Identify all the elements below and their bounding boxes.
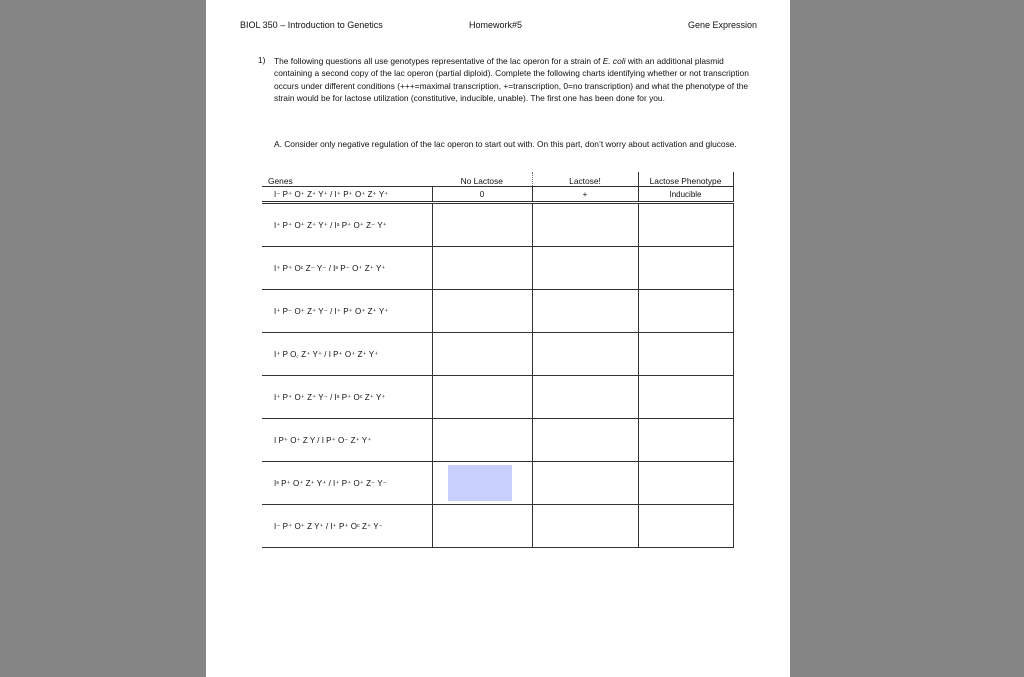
phenotype-cell[interactable] xyxy=(638,290,733,333)
table-header-row xyxy=(262,172,733,187)
question-number: 1) xyxy=(258,55,266,65)
no-lactose-cell[interactable] xyxy=(432,419,532,462)
intro-text-b: with an additional plasmid containing a second copy of the lac operon (partial diploid). Complete the following charts identifying whether or not transcription occurs under different conditions (+++=maximal transcription, +=transcription, 0=no transcription) and what the phenotype of the strain would be for lactose utilization (constitutive, inducible, unable). The first one has been done for you. xyxy=(274,56,749,103)
genotype-cell: I⁺ P O꜀ Z⁺ Y⁺ / I P⁺ O⁺ Z⁺ Y⁺ xyxy=(262,333,432,376)
phenotype-cell[interactable] xyxy=(638,333,733,376)
genotype-cell: I⁺ P⁺ Oᶜ Z⁻ Y⁻ / Iˢ P⁻ O⁺ Z⁺ Y⁺ xyxy=(262,247,432,290)
course-title: BIOL 350 – Introduction to Genetics xyxy=(240,20,383,30)
no-lactose-cell[interactable] xyxy=(432,333,532,376)
topic-title: Gene Expression xyxy=(687,20,757,30)
lactose-cell[interactable] xyxy=(532,505,638,548)
phenotype-cell[interactable] xyxy=(638,419,733,462)
header-no-lactose: No Lactose xyxy=(432,172,532,187)
genotype-cell: I⁺ P⁻ O⁺ Z⁺ Y⁻ / I⁺ P⁺ O⁺ Z⁺ Y⁺ xyxy=(262,290,432,333)
table-row xyxy=(262,462,733,505)
lactose-cell[interactable] xyxy=(532,419,638,462)
document-page xyxy=(206,0,790,677)
table-row xyxy=(262,505,733,548)
no-lactose-cell[interactable] xyxy=(432,376,532,419)
header-genes: Genes xyxy=(262,172,432,187)
no-lactose-cell[interactable] xyxy=(432,203,532,247)
header-lactose: Lactose! xyxy=(532,172,638,187)
table-row xyxy=(262,247,733,290)
example-phenotype: Inducible xyxy=(638,187,733,203)
lactose-cell[interactable] xyxy=(532,462,638,505)
table-row xyxy=(262,419,733,462)
question-intro xyxy=(274,55,764,104)
answer-table xyxy=(262,172,734,548)
header-phenotype: Lactose Phenotype xyxy=(638,172,733,187)
table-row xyxy=(262,333,733,376)
intro-text-italic: E. coli xyxy=(602,56,626,66)
phenotype-cell[interactable] xyxy=(638,462,733,505)
no-lactose-cell[interactable] xyxy=(432,290,532,333)
no-lactose-cell[interactable] xyxy=(432,505,532,548)
phenotype-cell[interactable] xyxy=(638,247,733,290)
genotype-cell: I⁺ P⁺ O⁺ Z⁺ Y⁺ / Iˢ P⁺ O⁺ Z⁻ Y⁺ xyxy=(262,203,432,247)
phenotype-cell[interactable] xyxy=(638,505,733,548)
lactose-cell[interactable] xyxy=(532,247,638,290)
no-lactose-cell[interactable] xyxy=(432,247,532,290)
genotype-cell: I⁻ P⁺ O⁺ Z Y⁺ / I⁺ P⁺ Oᶜ Z⁺ Y⁻ xyxy=(262,505,432,548)
lactose-cell[interactable] xyxy=(532,203,638,247)
example-no-lactose: 0 xyxy=(432,187,532,203)
example-lactose: + xyxy=(532,187,638,203)
example-genes: I⁻ P⁺ O⁺ Z⁺ Y⁺ / I⁺ P⁺ O⁺ Z⁺ Y⁺ xyxy=(262,187,432,203)
genotype-cell: I⁺ P⁺ O⁺ Z⁺ Y⁻ / Iˢ P⁺ Oᶜ Z⁺ Y⁺ xyxy=(262,376,432,419)
intro-text-a: The following questions all use genotypes representative of the lac operon for a strain of xyxy=(274,56,603,66)
selection-highlight xyxy=(448,465,512,501)
lactose-cell[interactable] xyxy=(532,290,638,333)
phenotype-cell[interactable] xyxy=(638,376,733,419)
table-row xyxy=(262,290,733,333)
example-row xyxy=(262,187,733,203)
phenotype-cell[interactable] xyxy=(638,203,733,247)
lactose-cell[interactable] xyxy=(532,333,638,376)
genotype-cell: I P⁺ O⁺ Z Y / I P⁺ O⁻ Z⁺ Y⁺ xyxy=(262,419,432,462)
no-lactose-cell-highlighted[interactable] xyxy=(432,462,532,505)
part-a-instructions: A. Consider only negative regulation of the lac operon to start out with. On this part, don’t worry about activation and glucose. xyxy=(274,139,737,149)
table-row xyxy=(262,376,733,419)
table-row xyxy=(262,203,733,247)
assignment-title: Homework#5 xyxy=(469,20,523,30)
lactose-cell[interactable] xyxy=(532,376,638,419)
genotype-cell: Iˢ P⁺ O⁺ Z⁺ Y⁺ / I⁺ P⁺ O⁺ Z⁻ Y⁻ xyxy=(262,462,432,505)
